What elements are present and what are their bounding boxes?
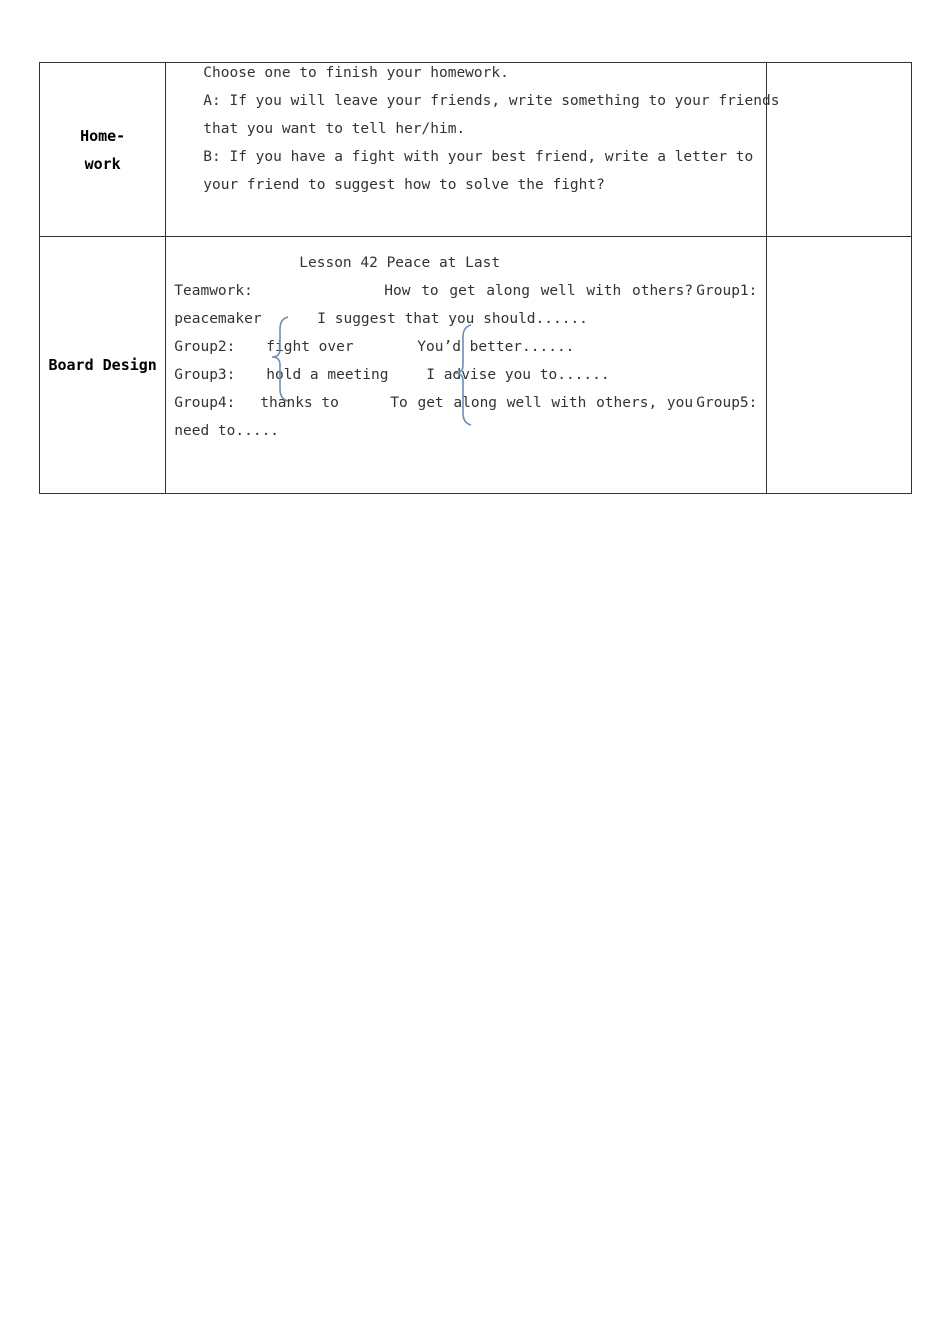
board-group5: Group5: [696,395,758,411]
homework-line: B: If you have a fight with your best friend, write a letter to [203,149,754,165]
board-design-content-cell [166,237,766,494]
board-group2: Group2: [174,339,236,355]
board-design-label: Board Design [48,356,157,374]
homework-label-cell [40,63,166,237]
homework-row [40,63,912,237]
homework-line: Choose one to finish your homework. [203,65,509,81]
board-group4: Group4: [174,395,236,411]
homework-line: A: If you will leave your friends, write something to your friends [203,93,780,109]
homework-label-line2: work [84,154,121,173]
homework-text [166,59,780,199]
homework-label-line1: Home- [80,126,126,145]
board-title: Lesson 42 Peace at Last [299,255,501,271]
board-design-label-cell [40,237,166,494]
board-design-notes-cell [766,237,911,494]
board-hold-meeting: hold a meeting [266,367,389,383]
homework-content-cell [166,63,780,237]
board-peacemaker: peacemaker [174,311,262,327]
board-design-row [40,237,912,494]
homework-line: your friend to suggest how to solve the fight? [203,177,605,193]
board-thanks-to: thanks to [260,395,339,411]
board-group1: Group1: [696,283,758,299]
board-better: You’d better...... [417,339,575,355]
homework-line: that you want to tell her/him. [203,121,466,137]
board-advise: I advise you to...... [426,367,610,383]
board-need-to: need to..... [174,423,280,439]
board-group3: Group3: [174,367,236,383]
homework-notes-cell [766,63,911,237]
lesson-plan-table [39,62,912,494]
board-fight-over: fight over [266,339,354,355]
board-to-get-along: To get along well with others, you [390,395,694,411]
board-teamwork: Teamwork: [174,283,253,299]
board-suggest: I suggest that you should...... [317,311,588,327]
board-question: How to get along well with others? [384,283,694,299]
board-design-text [166,237,765,493]
